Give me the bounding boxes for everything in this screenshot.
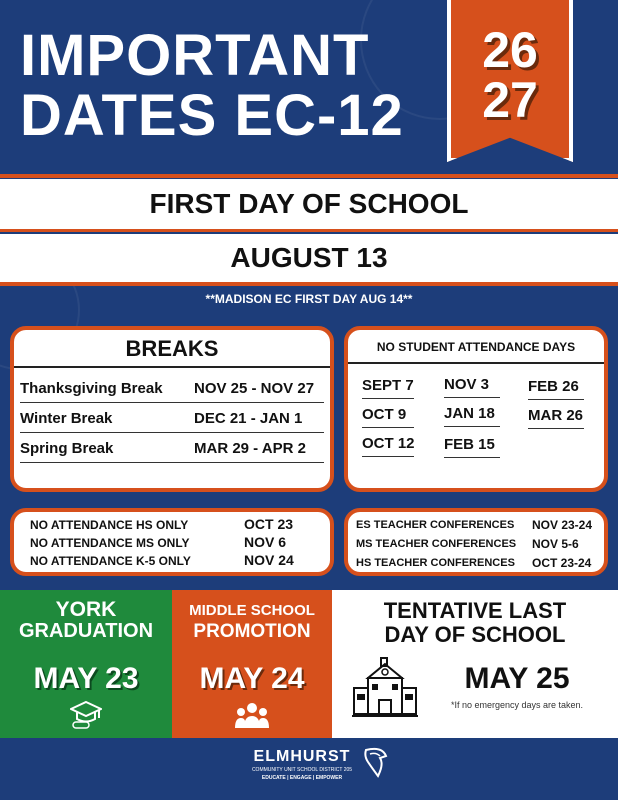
break-name: Winter Break: [20, 410, 113, 427]
no-student-date: SEPT 7: [362, 377, 414, 394]
date-underline: [528, 399, 584, 400]
row-divider: [20, 402, 324, 403]
divider: [0, 229, 618, 232]
break-name: Spring Break: [20, 440, 114, 457]
no-student-date: JAN 18: [444, 405, 495, 422]
no-student-date: OCT 12: [362, 435, 415, 452]
year-ribbon-text: [447, 0, 573, 150]
year-top: 26: [482, 22, 538, 78]
date-underline: [444, 426, 500, 427]
date-underline: [362, 456, 414, 457]
last-day-line-1: TENTATIVE LAST: [383, 598, 567, 623]
york-line-1: YORK: [55, 598, 117, 621]
break-dates: NOV 25 - NOV 27: [194, 380, 315, 397]
students-group-icon: [235, 702, 269, 730]
divider: [0, 282, 618, 286]
break-dates: MAR 29 - APR 2: [194, 440, 306, 457]
date-underline: [362, 398, 414, 399]
district-mascot-icon: [362, 746, 388, 780]
york-graduation-panel: [0, 590, 172, 738]
date-underline: [444, 397, 500, 398]
date-underline: [362, 427, 414, 428]
footer: [0, 738, 618, 800]
row-divider: [20, 462, 324, 463]
page-title: [20, 23, 404, 148]
middle-date: MAY 24: [199, 662, 305, 695]
first-day-date: AUGUST 13: [0, 234, 618, 282]
last-day-panel: [332, 590, 618, 738]
title-line-2: DATES EC-12: [20, 83, 404, 148]
conference-label: MS TEACHER CONFERENCES: [356, 538, 517, 550]
title-line-1: IMPORTANT: [20, 23, 370, 88]
no-student-date: NOV 3: [444, 376, 490, 393]
no-student-heading-rule: [348, 362, 604, 364]
district-tagline: EDUCATE | ENGAGE | EMPOWER: [261, 775, 343, 781]
first-day-heading: FIRST DAY OF SCHOOL: [0, 179, 618, 229]
no-attendance-label: NO ATTENDANCE K-5 ONLY: [30, 554, 191, 568]
no-attendance-date: NOV 24: [244, 552, 294, 568]
conferences-card: [344, 508, 608, 576]
no-attendance-card: [10, 508, 334, 576]
no-student-date: FEB 26: [528, 378, 579, 395]
school-building-icon: [352, 656, 418, 718]
madison-note: **MADISON EC FIRST DAY AUG 14**: [205, 292, 413, 306]
conference-date: OCT 23-24: [532, 556, 592, 570]
breaks-heading-rule: [14, 366, 330, 368]
year-bottom: 27: [482, 72, 538, 128]
no-student-date: MAR 26: [528, 407, 584, 424]
middle-line-2: PROMOTION: [193, 621, 311, 642]
last-day-note: *If no emergency days are taken.: [450, 700, 584, 710]
district-logo-text: ELMHURST: [253, 748, 351, 765]
york-line-2: GRADUATION: [18, 620, 154, 642]
no-student-date: OCT 9: [362, 406, 407, 423]
last-day-date: MAY 25: [464, 662, 570, 695]
graduation-cap-icon: [70, 700, 102, 730]
middle-school-panel: [172, 590, 332, 738]
no-attendance-label: NO ATTENDANCE HS ONLY: [30, 518, 189, 532]
no-student-date: FEB 15: [444, 436, 495, 453]
no-attendance-label: NO ATTENDANCE MS ONLY: [30, 536, 190, 550]
conference-date: NOV 23-24: [532, 518, 593, 532]
breaks-card: [10, 326, 334, 492]
last-day-line-2: DAY OF SCHOOL: [384, 622, 566, 647]
york-date: MAY 23: [33, 662, 139, 695]
no-attendance-date: NOV 6: [244, 534, 287, 550]
break-dates: DEC 21 - JAN 1: [194, 410, 303, 427]
no-student-attendance-card: [344, 326, 608, 492]
district-subtitle: COMMUNITY UNIT SCHOOL DISTRICT 205: [251, 767, 353, 773]
break-name: Thanksgiving Break: [20, 380, 163, 397]
breaks-heading: BREAKS: [125, 336, 219, 361]
conference-label: HS TEACHER CONFERENCES: [356, 557, 515, 569]
date-underline: [528, 428, 584, 429]
conference-label: ES TEACHER CONFERENCES: [356, 519, 515, 531]
middle-line-1: MIDDLE SCHOOL: [189, 602, 315, 619]
divider: [0, 174, 618, 178]
row-divider: [20, 432, 324, 433]
date-underline: [444, 457, 500, 458]
conference-date: NOV 5-6: [532, 537, 579, 551]
no-student-heading: NO STUDENT ATTENDANCE DAYS: [376, 340, 576, 354]
no-attendance-date: OCT 23: [244, 516, 294, 532]
